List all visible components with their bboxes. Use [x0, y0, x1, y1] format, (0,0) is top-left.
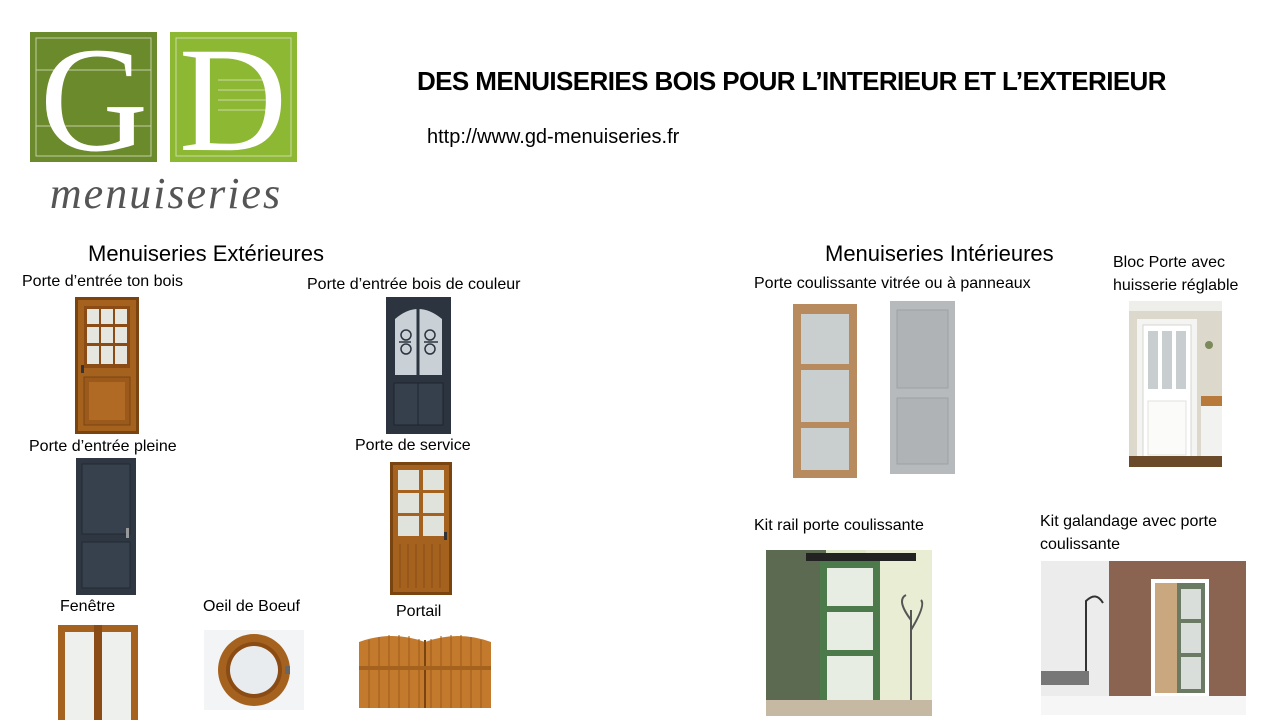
label-porte-couleur: Porte d’entrée bois de couleur [307, 276, 521, 293]
label-bloc-porte-2: huisserie réglable [1113, 277, 1239, 294]
image-bloc-porte [1129, 301, 1222, 467]
label-kit-rail: Kit rail porte coulissante [754, 517, 924, 534]
label-bloc-porte-1: Bloc Porte avec [1113, 254, 1226, 271]
logo [28, 30, 303, 215]
exterior-heading: Menuiseries Extérieures [88, 241, 324, 266]
label-fenetre: Fenêtre [60, 598, 116, 615]
label-oeil-boeuf: Oeil de Boeuf [203, 598, 300, 615]
logo-letter-g: G [39, 30, 149, 183]
image-porte-coulissante-panneaux [890, 301, 955, 474]
logo-wordmark: menuiseries [49, 169, 283, 215]
label-porte-pleine: Porte d’entrée pleine [29, 438, 177, 455]
interior-heading: Menuiseries Intérieures [825, 241, 1054, 266]
image-porte-pleine [76, 458, 136, 595]
label-galandage-1: Kit galandage avec porte [1040, 513, 1218, 530]
label-galandage-2: coulissante [1040, 536, 1121, 553]
label-porte-coulissante: Porte coulissante vitrée ou à panneaux [754, 275, 1031, 292]
page-title: DES MENUISERIES BOIS POUR L’INTERIEUR ET L’EXTERIEUR [417, 66, 1166, 96]
image-porte-coulissante-vitree [793, 304, 857, 478]
site-url[interactable]: http://www.gd-menuiseries.fr [427, 126, 680, 148]
image-porte-couleur [386, 297, 451, 434]
image-kit-galandage [1041, 561, 1246, 715]
image-fenetre [58, 625, 138, 720]
label-porte-ton-bois: Porte d’entrée ton bois [22, 273, 183, 290]
image-oeil-boeuf [204, 630, 304, 710]
image-porte-service [390, 462, 452, 595]
label-porte-service: Porte de service [355, 437, 471, 454]
image-portail [357, 628, 493, 710]
image-kit-rail [766, 550, 932, 716]
image-porte-ton-bois [75, 297, 139, 434]
label-portail: Portail [396, 603, 442, 620]
logo-letter-d: D [178, 30, 288, 183]
